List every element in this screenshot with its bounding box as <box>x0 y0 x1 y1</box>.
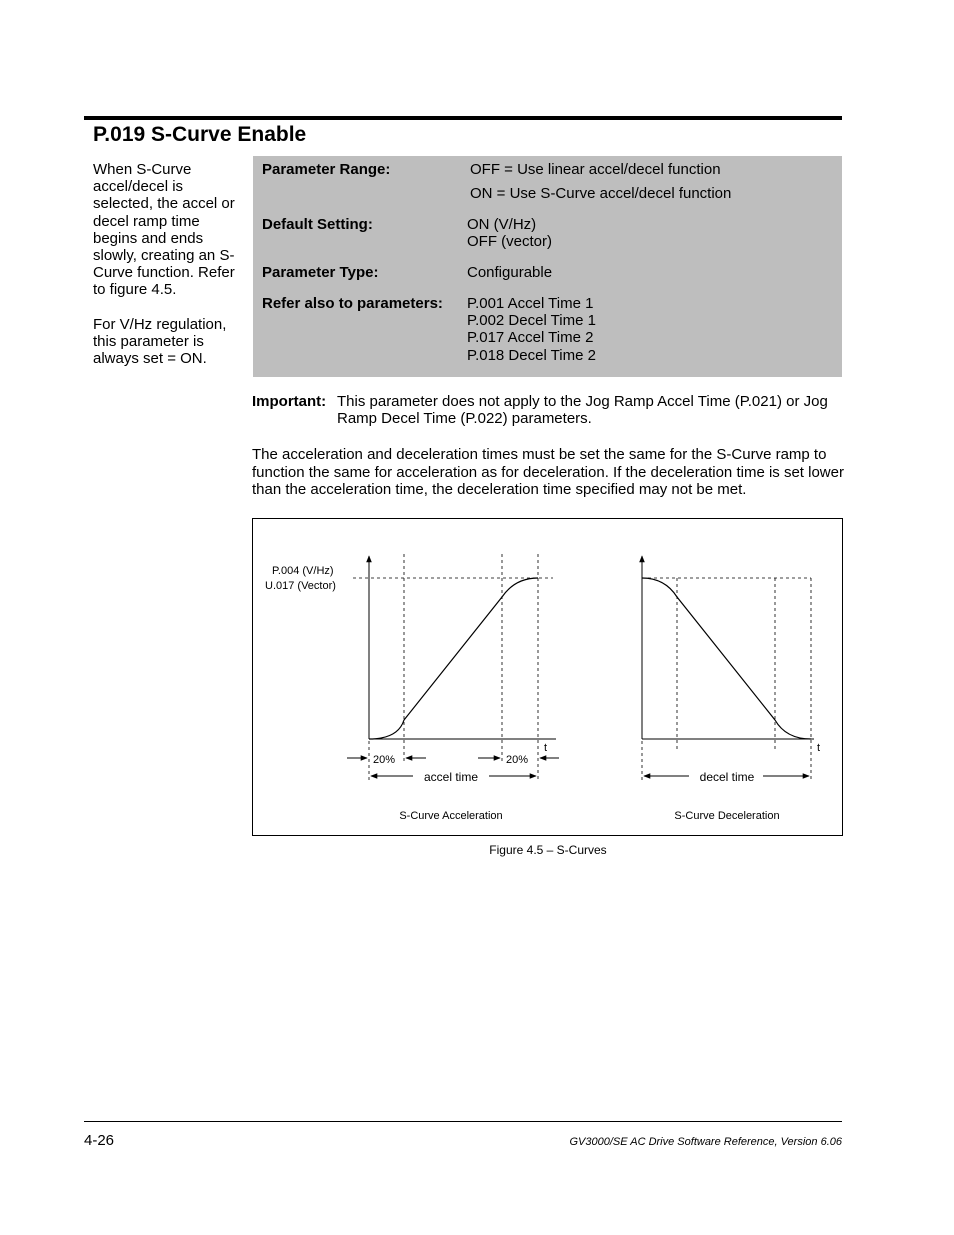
document-title: GV3000/SE AC Drive Software Reference, Version 6.06 <box>569 1136 842 1148</box>
default-setting-value-vector: OFF (vector) <box>467 233 552 250</box>
footer-rule <box>84 1121 842 1122</box>
accel-time-label: accel time <box>423 770 479 784</box>
body-paragraph: The acceleration and deceleration times must be set the same for the S-Curve ramp to function the same for acceleration as for deceleration. If the deceleration time is set lower than the acceleration time, the deceleration time specified may not be met. <box>252 446 844 499</box>
refer-also-value: P.001 Accel Time 1 <box>467 295 594 312</box>
accel-caption: S-Curve Acceleration <box>399 810 503 822</box>
refer-also-value: P.002 Decel Time 1 <box>467 312 596 329</box>
decel-s-curve <box>642 578 811 739</box>
section-title: P.019 S-Curve Enable <box>93 123 307 146</box>
default-setting-label: Default Setting: <box>262 216 373 233</box>
sidebar-note <box>93 161 245 384</box>
parameter-range-label: Parameter Range: <box>262 161 391 178</box>
parameter-range-value-off: OFF = Use linear accel/decel function <box>470 161 721 178</box>
important-text: This parameter does not apply to the Jog Ramp Accel Time (P.021) or Jog Ramp Decel Time (P.022) parameters. <box>337 393 828 428</box>
accel-s-curve <box>369 578 538 739</box>
decel-panel <box>642 556 820 822</box>
accel-panel <box>265 554 559 822</box>
accel-t-label: t <box>544 742 548 754</box>
parameter-table <box>253 156 842 377</box>
s-curve-diagram <box>253 519 842 835</box>
accel-20pct-left-label: 20% <box>373 754 396 766</box>
sidebar-paragraph-2: For V/Hz regulation, this parameter is always set = ON. <box>93 315 227 368</box>
y-axis-label-vector: U.017 (Vector) <box>265 580 336 592</box>
refer-also-value: P.017 Accel Time 2 <box>467 329 594 346</box>
refer-also-value: P.018 Decel Time 2 <box>467 347 596 364</box>
sidebar-paragraph-1: When S-Curve accel/decel is selected, the accel or decel ramp time begins and ends slowly, creating an S-Curve function. Refer to figure 4.5. <box>93 161 235 299</box>
refer-also-label: Refer also to parameters: <box>262 295 443 312</box>
decel-t-label: t <box>817 742 821 754</box>
accel-20pct-right-label: 20% <box>506 754 529 766</box>
figure-caption: Figure 4.5 – S-Curves <box>489 843 607 857</box>
important-label: Important: <box>252 393 327 410</box>
default-setting-value-vhz: ON (V/Hz) <box>467 216 537 233</box>
section-top-rule <box>84 116 842 120</box>
parameter-type-label: Parameter Type: <box>262 264 379 281</box>
s-curve-figure <box>252 518 843 836</box>
y-axis-label-vhz: P.004 (V/Hz) <box>272 565 334 577</box>
parameter-range-value-on: ON = Use S-Curve accel/decel function <box>470 185 732 202</box>
important-note <box>252 393 844 427</box>
decel-time-label: decel time <box>699 770 755 784</box>
parameter-type-value: Configurable <box>467 264 553 281</box>
decel-caption: S-Curve Deceleration <box>674 810 780 822</box>
page-number: 4-26 <box>84 1132 115 1149</box>
